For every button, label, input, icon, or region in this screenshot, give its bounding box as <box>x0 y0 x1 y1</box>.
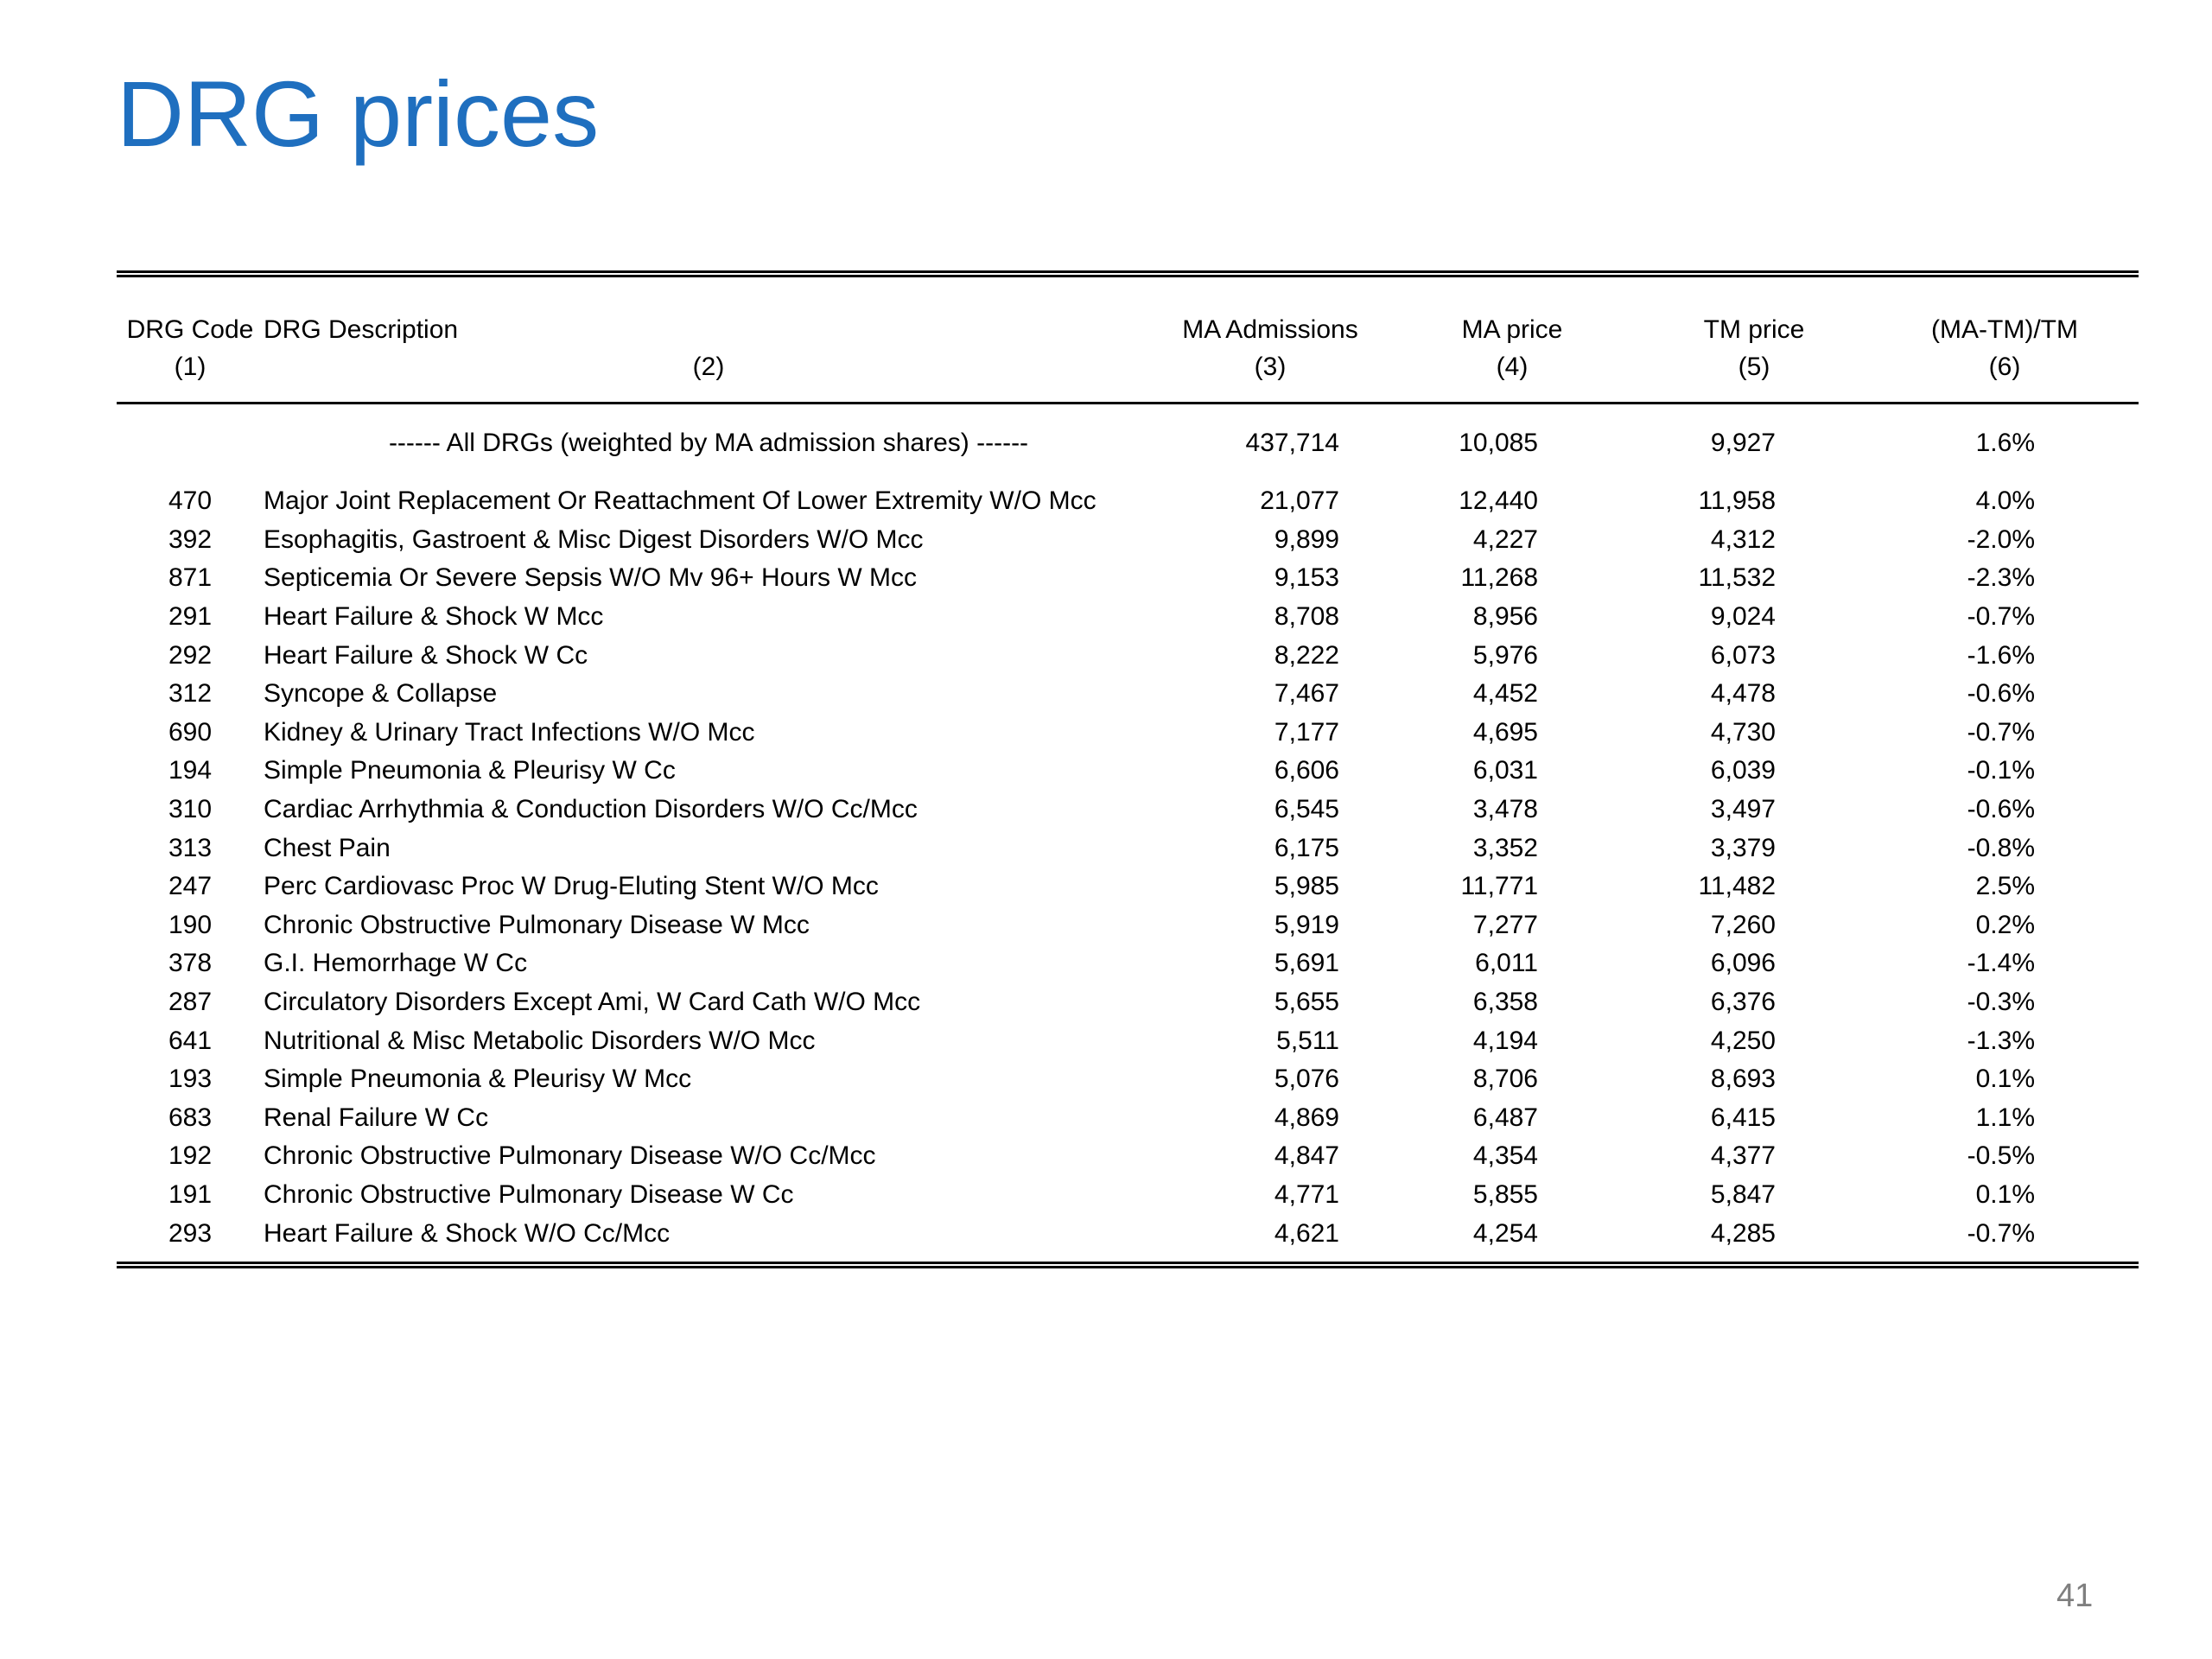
tm-price: 3,497 <box>1710 795 1776 824</box>
drg-description: Syncope & Collapse <box>264 679 498 709</box>
diff-percent: -2.3% <box>1967 563 2035 593</box>
drg-code: 194 <box>168 756 213 785</box>
tm-price: 4,312 <box>1710 524 1776 554</box>
drg-code: 683 <box>168 1103 213 1132</box>
tm-price: 7,260 <box>1710 910 1776 939</box>
table-row <box>117 829 2139 868</box>
ma-price: 3,352 <box>1472 833 1538 862</box>
ma-price: 11,268 <box>1460 563 1538 593</box>
drg-description: Circulatory Disorders Except Ami, W Card Cath W/O Mcc <box>264 988 921 1017</box>
ma-admissions: 21,077 <box>1260 486 1339 516</box>
ma-admissions: 5,511 <box>1276 1026 1339 1055</box>
drg-code: 247 <box>168 872 213 901</box>
diff-percent: 0.1% <box>1975 1065 2035 1094</box>
table-row <box>117 1060 2139 1099</box>
drg-description: Chest Pain <box>264 833 391 862</box>
table-row <box>117 1137 2139 1176</box>
table-row <box>117 636 2139 675</box>
drg-description: Simple Pneumonia & Pleurisy W Cc <box>264 756 676 785</box>
ma-price: 4,227 <box>1472 524 1538 554</box>
drg-description: Septicemia Or Severe Sepsis W/O Mv 96+ Hours W Mcc <box>264 563 918 593</box>
drg-description: Kidney & Urinary Tract Infections W/O Mcc <box>264 717 755 747</box>
header-diff: (MA-TM)/TM <box>1931 315 2078 344</box>
diff-percent: -0.3% <box>1967 988 2035 1017</box>
drg-price-table-body <box>117 404 2139 1253</box>
ma-admissions: 9,153 <box>1274 563 1339 593</box>
header-number-5: (5) <box>1738 353 1770 381</box>
summary-label: ------ All DRGs (weighted by MA admission shares) ------ <box>388 429 1029 457</box>
table-row <box>117 983 2139 1022</box>
ma-admissions: 9,899 <box>1274 524 1339 554</box>
ma-price: 4,452 <box>1472 679 1538 709</box>
ma-price: 8,956 <box>1472 602 1538 632</box>
ma-admissions: 5,655 <box>1274 988 1339 1017</box>
drg-description: Esophagitis, Gastroent & Misc Digest Disorders W/O Mcc <box>264 524 924 554</box>
ma-admissions: 6,545 <box>1274 795 1339 824</box>
ma-price: 4,695 <box>1472 717 1538 747</box>
diff-percent: -0.7% <box>1967 602 2035 632</box>
drg-description: Perc Cardiovasc Proc W Drug-Eluting Stent W/O Mcc <box>264 872 879 901</box>
tm-price: 5,847 <box>1710 1179 1776 1209</box>
diff-percent: -0.6% <box>1967 795 2035 824</box>
tm-price: 8,693 <box>1710 1065 1776 1094</box>
tm-price: 4,730 <box>1710 717 1776 747</box>
drg-code: 190 <box>168 910 213 939</box>
header-ma-price: MA price <box>1461 315 1563 344</box>
tm-price: 6,039 <box>1710 756 1776 785</box>
table-row <box>117 1099 2139 1138</box>
table-top-rule <box>117 270 2139 277</box>
drg-code: 690 <box>168 717 213 747</box>
ma-price: 8,706 <box>1472 1065 1538 1094</box>
drg-code: 192 <box>168 1141 213 1171</box>
ma-admissions: 8,708 <box>1274 602 1339 632</box>
header-ma-admissions: MA Admissions <box>1182 315 1358 344</box>
diff-percent: 4.0% <box>1975 486 2035 516</box>
drg-description: Cardiac Arrhythmia & Conduction Disorders W/O Cc/Mcc <box>264 795 918 824</box>
drg-description: Heart Failure & Shock W/O Cc/Mcc <box>264 1218 671 1248</box>
ma-price: 7,277 <box>1472 910 1538 939</box>
table-row <box>117 559 2139 598</box>
diff-percent: -0.7% <box>1967 717 2035 747</box>
header-number-1: (1) <box>174 353 207 381</box>
table-row <box>117 868 2139 906</box>
header-number-6: (6) <box>1988 353 2021 381</box>
drg-code: 378 <box>168 949 213 978</box>
ma-admissions: 7,467 <box>1274 679 1339 709</box>
ma-price: 6,011 <box>1475 949 1538 978</box>
ma-price: 11,771 <box>1460 872 1538 901</box>
drg-description: Nutritional & Misc Metabolic Disorders W/O Mcc <box>264 1026 816 1055</box>
ma-price: 12,440 <box>1459 486 1538 516</box>
ma-admissions: 4,621 <box>1274 1218 1339 1248</box>
drg-code: 293 <box>168 1218 213 1248</box>
drg-code: 871 <box>168 563 213 593</box>
ma-price: 4,354 <box>1472 1141 1538 1171</box>
header-tm-price: TM price <box>1703 315 1805 344</box>
drg-code: 287 <box>168 988 213 1017</box>
tm-price: 4,250 <box>1710 1026 1776 1055</box>
drg-description: G.I. Hemorrhage W Cc <box>264 949 528 978</box>
tm-price: 4,377 <box>1710 1141 1776 1171</box>
summary-diff: 1.6% <box>1975 429 2035 457</box>
ma-admissions: 4,869 <box>1274 1103 1339 1132</box>
header-number-2: (2) <box>692 353 725 381</box>
ma-price: 6,031 <box>1472 756 1538 785</box>
ma-admissions: 8,222 <box>1274 640 1339 670</box>
header-number-4: (4) <box>1496 353 1529 381</box>
header-row-numbers <box>117 345 2139 402</box>
ma-price: 4,254 <box>1472 1218 1538 1248</box>
drg-code: 392 <box>168 524 213 554</box>
tm-price: 6,073 <box>1710 640 1776 670</box>
summary-row <box>117 404 2139 482</box>
drg-description: Simple Pneumonia & Pleurisy W Mcc <box>264 1065 692 1094</box>
drg-code: 470 <box>168 486 213 516</box>
diff-percent: 1.1% <box>1975 1103 2035 1132</box>
ma-price: 6,487 <box>1472 1103 1538 1132</box>
drg-description: Chronic Obstructive Pulmonary Disease W Cc <box>264 1179 794 1209</box>
tm-price: 11,482 <box>1698 872 1776 901</box>
table-header <box>117 277 2139 402</box>
ma-admissions: 5,691 <box>1274 949 1339 978</box>
header-drg-description: DRG Description <box>264 315 459 344</box>
ma-admissions: 5,985 <box>1274 872 1339 901</box>
tm-price: 11,532 <box>1698 563 1776 593</box>
diff-percent: 0.2% <box>1975 910 2035 939</box>
tm-price: 6,415 <box>1710 1103 1776 1132</box>
table-row <box>117 944 2139 983</box>
table-row <box>117 521 2139 560</box>
drg-description: Major Joint Replacement Or Reattachment Of Lower Extremity W/O Mcc <box>264 486 1096 516</box>
diff-percent: -2.0% <box>1967 524 2035 554</box>
ma-admissions: 4,771 <box>1274 1179 1339 1209</box>
table-row <box>117 482 2139 521</box>
ma-price: 3,478 <box>1472 795 1538 824</box>
ma-admissions: 4,847 <box>1274 1141 1339 1171</box>
diff-percent: -0.5% <box>1967 1141 2035 1171</box>
ma-price: 6,358 <box>1472 988 1538 1017</box>
tm-price: 6,376 <box>1710 988 1776 1017</box>
ma-admissions: 6,606 <box>1274 756 1339 785</box>
drg-description: Renal Failure W Cc <box>264 1103 489 1132</box>
drg-code: 292 <box>168 640 213 670</box>
drg-code: 291 <box>168 602 213 632</box>
tm-price: 3,379 <box>1710 833 1776 862</box>
table-row <box>117 675 2139 714</box>
page-number: 41 <box>2056 1578 2094 1614</box>
ma-admissions: 6,175 <box>1274 833 1339 862</box>
header-number-3: (3) <box>1254 353 1287 381</box>
table-row <box>117 714 2139 753</box>
ma-price: 5,855 <box>1472 1179 1538 1209</box>
summary-ma-price: 10,085 <box>1459 429 1538 457</box>
drg-price-table <box>117 277 2139 402</box>
tm-price: 4,478 <box>1710 679 1776 709</box>
ma-price: 4,194 <box>1472 1026 1538 1055</box>
drg-description: Chronic Obstructive Pulmonary Disease W Mcc <box>264 910 810 939</box>
drg-code: 313 <box>168 833 213 862</box>
diff-percent: -0.8% <box>1967 833 2035 862</box>
table-row <box>117 791 2139 830</box>
diff-percent: -1.4% <box>1967 949 2035 978</box>
table-row <box>117 752 2139 791</box>
drg-code: 312 <box>168 679 213 709</box>
drg-description: Heart Failure & Shock W Mcc <box>264 602 604 632</box>
tm-price: 9,024 <box>1710 602 1776 632</box>
table-row <box>117 598 2139 637</box>
tm-price: 11,958 <box>1698 486 1776 516</box>
diff-percent: -1.6% <box>1967 640 2035 670</box>
diff-percent: 2.5% <box>1975 872 2035 901</box>
drg-code: 193 <box>168 1065 213 1094</box>
diff-percent: 0.1% <box>1975 1179 2035 1209</box>
summary-code <box>117 404 264 482</box>
diff-percent: -0.1% <box>1967 756 2035 785</box>
header-row-labels <box>117 277 2139 345</box>
table-row <box>117 1021 2139 1060</box>
slide-title: DRG prices <box>117 61 600 166</box>
drg-table <box>117 270 2139 1268</box>
summary-tm-price: 9,927 <box>1710 429 1776 457</box>
drg-code: 191 <box>168 1179 213 1209</box>
tm-price: 6,096 <box>1710 949 1776 978</box>
diff-percent: -1.3% <box>1967 1026 2035 1055</box>
drg-code: 641 <box>168 1026 213 1055</box>
summary-ma-admissions: 437,714 <box>1245 429 1339 457</box>
ma-admissions: 7,177 <box>1274 717 1339 747</box>
table-bottom-rule <box>117 1262 2139 1268</box>
drg-description: Heart Failure & Shock W Cc <box>264 640 588 670</box>
drg-description: Chronic Obstructive Pulmonary Disease W/O Cc/Mcc <box>264 1141 876 1171</box>
drg-code: 310 <box>168 795 213 824</box>
table-row <box>117 1176 2139 1215</box>
table-row <box>117 906 2139 945</box>
ma-admissions: 5,919 <box>1274 910 1339 939</box>
ma-admissions: 5,076 <box>1274 1065 1339 1094</box>
table-row <box>117 1214 2139 1253</box>
ma-price: 5,976 <box>1472 640 1538 670</box>
diff-percent: -0.7% <box>1967 1218 2035 1248</box>
table-body <box>117 404 2139 1253</box>
diff-percent: -0.6% <box>1967 679 2035 709</box>
header-drg-code: DRG Code <box>126 315 254 344</box>
tm-price: 4,285 <box>1710 1218 1776 1248</box>
